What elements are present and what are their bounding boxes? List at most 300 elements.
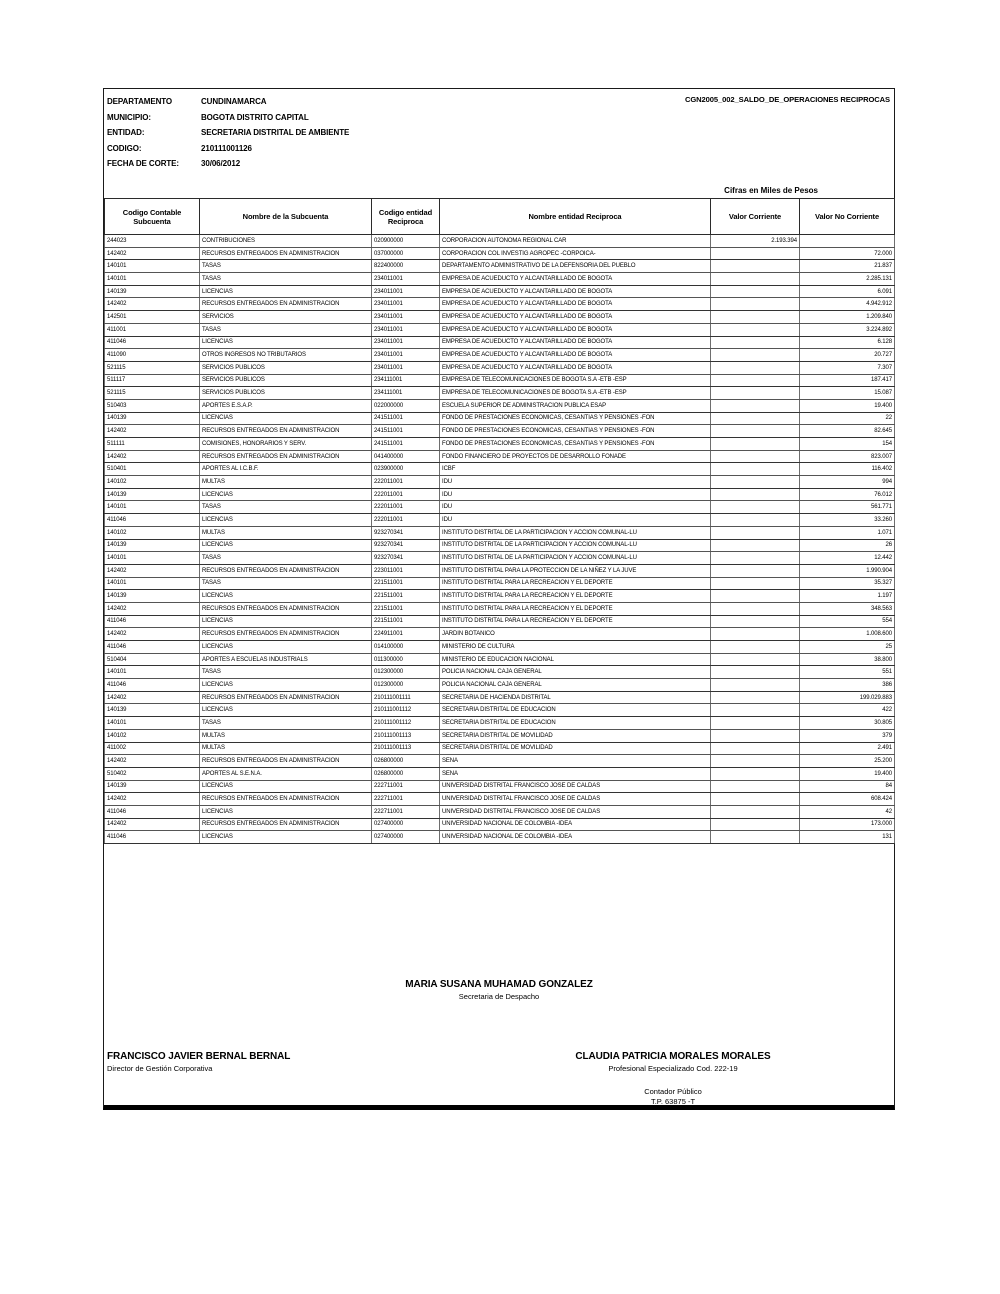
- cell-subcuenta-code: 140139: [105, 704, 200, 717]
- cell-entidad-code: 222711001: [372, 780, 440, 793]
- cell-subcuenta-name: TASAS: [200, 666, 372, 679]
- cell-valor-no-corriente: 19.400: [800, 767, 895, 780]
- cell-valor-corriente: [711, 336, 800, 349]
- cell-entidad-name: DEPARTAMENTO ADMINISTRATIVO DE LA DEFENSORIA DEL PUEBLO: [440, 260, 711, 273]
- cell-entidad-name: UNIVERSIDAD DISTRITAL FRANCISCO JOSE DE CALDAS: [440, 780, 711, 793]
- table-row: [105, 805, 895, 818]
- table-row: [105, 767, 895, 780]
- cell-subcuenta-code: 411001: [105, 323, 200, 336]
- cell-valor-corriente: [711, 387, 800, 400]
- cell-valor-no-corriente: 33.260: [800, 514, 895, 527]
- cell-valor-no-corriente: 20.727: [800, 349, 895, 362]
- cell-valor-corriente: [711, 438, 800, 451]
- table-row: [105, 780, 895, 793]
- cell-subcuenta-name: MULTAS: [200, 742, 372, 755]
- cell-valor-no-corriente: 25.200: [800, 755, 895, 768]
- cell-subcuenta-code: 411046: [105, 831, 200, 844]
- cell-subcuenta-code: 411002: [105, 742, 200, 755]
- meta-label: CODIGO:: [107, 143, 142, 153]
- cell-subcuenta-name: COMISIONES, HONORARIOS Y SERV.: [200, 438, 372, 451]
- cell-subcuenta-name: APORTES AL S.E.N.A.: [200, 767, 372, 780]
- cell-entidad-code: 221511001: [372, 615, 440, 628]
- signature-block-director: [107, 1051, 290, 1073]
- cell-valor-corriente: [711, 755, 800, 768]
- cell-entidad-code: 022000000: [372, 399, 440, 412]
- col-header-entidad-name: Nombre entidad Reciproca: [440, 199, 711, 235]
- cell-entidad-name: EMPRESA DE ACUEDUCTO Y ALCANTARILLADO DE BOGOTA: [440, 323, 711, 336]
- cell-subcuenta-name: LICENCIAS: [200, 641, 372, 654]
- cell-valor-no-corriente: 76.012: [800, 488, 895, 501]
- cell-subcuenta-code: 140101: [105, 273, 200, 286]
- cell-subcuenta-name: RECURSOS ENTREGADOS EN ADMINISTRACION: [200, 755, 372, 768]
- table-row: [105, 577, 895, 590]
- meta-row-fecha-corte: [107, 156, 349, 172]
- contador-title: Contador Público: [644, 1087, 702, 1096]
- cell-subcuenta-name: TASAS: [200, 717, 372, 730]
- signature-name: MARIA SUSANA MUHAMAD GONZALEZ: [405, 979, 593, 990]
- meta-value: 30/06/2012: [201, 159, 241, 169]
- cell-subcuenta-code: 142402: [105, 755, 200, 768]
- cell-valor-corriente: [711, 729, 800, 742]
- cell-valor-no-corriente: 22: [800, 412, 895, 425]
- cell-valor-corriente: [711, 247, 800, 260]
- cell-subcuenta-name: RECURSOS ENTREGADOS EN ADMINISTRACION: [200, 247, 372, 260]
- cell-subcuenta-code: 140101: [105, 577, 200, 590]
- cell-entidad-name: EMPRESA DE ACUEDUCTO Y ALCANTARILLADO DE BOGOTA: [440, 349, 711, 362]
- cell-valor-corriente: [711, 628, 800, 641]
- cell-entidad-name: IDU: [440, 514, 711, 527]
- cell-valor-no-corriente: 3.224.892: [800, 323, 895, 336]
- cell-entidad-name: POLICIA NACIONAL CAJA GENERAL: [440, 679, 711, 692]
- cell-valor-corriente: [711, 323, 800, 336]
- cell-subcuenta-name: LICENCIAS: [200, 412, 372, 425]
- meta-value: 210111001126: [201, 143, 252, 153]
- cell-entidad-code: 222711001: [372, 793, 440, 806]
- col-header-entidad-code: Codigo entidad Reciproca: [372, 199, 440, 235]
- cell-valor-corriente: [711, 691, 800, 704]
- cell-entidad-name: FONDO DE PRESTACIONES ECONOMICAS, CESANTIAS Y PENSIONES -FON: [440, 425, 711, 438]
- cell-subcuenta-name: RECURSOS ENTREGADOS EN ADMINISTRACION: [200, 628, 372, 641]
- reciprocal-operations-table: [104, 198, 895, 844]
- cell-subcuenta-code: 510403: [105, 399, 200, 412]
- cell-subcuenta-code: 140101: [105, 260, 200, 273]
- cell-entidad-name: EMPRESA DE TELECOMUNICACIONES DE BOGOTA S.A -ETB -ESP: [440, 374, 711, 387]
- cell-subcuenta-name: TASAS: [200, 552, 372, 565]
- cell-subcuenta-name: LICENCIAS: [200, 831, 372, 844]
- cell-subcuenta-name: LICENCIAS: [200, 285, 372, 298]
- cell-valor-no-corriente: [800, 235, 895, 248]
- cell-valor-corriente: [711, 311, 800, 324]
- cell-entidad-code: 234011001: [372, 273, 440, 286]
- meta-value: BOGOTA DISTRITO CAPITAL: [201, 112, 309, 122]
- table-row: [105, 425, 895, 438]
- cell-subcuenta-code: 140102: [105, 729, 200, 742]
- cell-entidad-code: 822400000: [372, 260, 440, 273]
- cell-entidad-name: FONDO DE PRESTACIONES ECONOMICAS, CESANTIAS Y PENSIONES -FON: [440, 412, 711, 425]
- cell-valor-no-corriente: 131: [800, 831, 895, 844]
- cell-subcuenta-code: 142402: [105, 628, 200, 641]
- signature-name: FRANCISCO JAVIER BERNAL BERNAL: [107, 1051, 291, 1062]
- cell-entidad-code: 241511001: [372, 425, 440, 438]
- cell-valor-corriente: [711, 412, 800, 425]
- cell-entidad-code: 234011001: [372, 285, 440, 298]
- cell-entidad-code: 210111001112: [372, 704, 440, 717]
- cell-entidad-code: 234011001: [372, 349, 440, 362]
- cell-subcuenta-code: 510402: [105, 767, 200, 780]
- cell-subcuenta-code: 244023: [105, 235, 200, 248]
- cell-entidad-code: 923270341: [372, 526, 440, 539]
- cell-entidad-name: SECRETARIA DE HACIENDA DISTRITAL: [440, 691, 711, 704]
- cell-entidad-code: 923270341: [372, 552, 440, 565]
- meta-label: DEPARTAMENTO: [107, 97, 173, 107]
- cell-entidad-code: 923270341: [372, 539, 440, 552]
- table-row: [105, 412, 895, 425]
- table-row: [105, 501, 895, 514]
- cell-subcuenta-code: 411046: [105, 641, 200, 654]
- cell-valor-corriente: [711, 564, 800, 577]
- cell-entidad-name: POLICIA NACIONAL CAJA GENERAL: [440, 666, 711, 679]
- table-row: [105, 679, 895, 692]
- cell-valor-no-corriente: 561.771: [800, 501, 895, 514]
- meta-label: FECHA DE CORTE:: [107, 159, 179, 169]
- cell-subcuenta-name: LICENCIAS: [200, 590, 372, 603]
- cell-valor-corriente: [711, 742, 800, 755]
- cell-valor-no-corriente: 21.837: [800, 260, 895, 273]
- cell-subcuenta-code: 142402: [105, 818, 200, 831]
- cell-subcuenta-name: TASAS: [200, 260, 372, 273]
- table-row: [105, 717, 895, 730]
- cell-valor-no-corriente: 12.442: [800, 552, 895, 565]
- cell-entidad-code: 234011001: [372, 336, 440, 349]
- cell-subcuenta-code: 510404: [105, 653, 200, 666]
- cell-valor-no-corriente: 2.491: [800, 742, 895, 755]
- cell-entidad-code: 222011001: [372, 514, 440, 527]
- cell-subcuenta-name: LICENCIAS: [200, 615, 372, 628]
- cell-subcuenta-code: 140139: [105, 780, 200, 793]
- cell-entidad-name: UNIVERSIDAD DISTRITAL FRANCISCO JOSE DE CALDAS: [440, 805, 711, 818]
- cell-subcuenta-code: 140101: [105, 666, 200, 679]
- cell-valor-no-corriente: 35.327: [800, 577, 895, 590]
- cell-valor-corriente: [711, 463, 800, 476]
- cell-subcuenta-name: APORTES AL I.C.B.F.: [200, 463, 372, 476]
- cell-valor-corriente: [711, 641, 800, 654]
- cell-entidad-code: 222711001: [372, 805, 440, 818]
- cell-subcuenta-name: SERVICIOS PUBLICOS: [200, 361, 372, 374]
- cell-entidad-name: MINISTERIO DE EDUCACION NACIONAL: [440, 653, 711, 666]
- cell-subcuenta-name: MULTAS: [200, 729, 372, 742]
- cell-valor-no-corriente: 994: [800, 476, 895, 489]
- cell-valor-corriente: [711, 767, 800, 780]
- cell-valor-corriente: [711, 666, 800, 679]
- cell-entidad-name: SECRETARIA DISTRITAL DE EDUCACION: [440, 717, 711, 730]
- cell-valor-corriente: [711, 488, 800, 501]
- cell-entidad-name: MINISTERIO DE CULTURA: [440, 641, 711, 654]
- signature-name: CLAUDIA PATRICIA MORALES MORALES: [575, 1051, 771, 1062]
- table-row: [105, 349, 895, 362]
- cell-entidad-name: ESCUELA SUPERIOR DE ADMINISTRACION PUBLICA ESAP: [440, 399, 711, 412]
- table-row: [105, 235, 895, 248]
- cell-entidad-name: SENA: [440, 767, 711, 780]
- report-container: [103, 88, 895, 1110]
- meta-row-municipio: [107, 110, 349, 126]
- table-row: [105, 704, 895, 717]
- signature-role: Secretaria de Despacho: [458, 992, 540, 1001]
- cell-subcuenta-name: LICENCIAS: [200, 679, 372, 692]
- cell-valor-corriente: [711, 399, 800, 412]
- table-row: [105, 311, 895, 324]
- cell-valor-no-corriente: 199.029.883: [800, 691, 895, 704]
- cell-entidad-code: 223011001: [372, 564, 440, 577]
- cell-subcuenta-code: 411046: [105, 514, 200, 527]
- cell-entidad-name: SECRETARIA DISTRITAL DE MOVILIDAD: [440, 742, 711, 755]
- cell-valor-corriente: [711, 780, 800, 793]
- cell-valor-corriente: [711, 577, 800, 590]
- cell-subcuenta-code: 140101: [105, 717, 200, 730]
- cell-subcuenta-code: 140139: [105, 488, 200, 501]
- cell-subcuenta-code: 142402: [105, 793, 200, 806]
- cell-subcuenta-name: RECURSOS ENTREGADOS EN ADMINISTRACION: [200, 818, 372, 831]
- signature-block-profesional: [473, 1051, 873, 1073]
- table-row: [105, 387, 895, 400]
- cell-subcuenta-code: 411090: [105, 349, 200, 362]
- table-row: [105, 729, 895, 742]
- table-row: [105, 438, 895, 451]
- report-title: CGN2005_002_SALDO_DE_OPERACIONES RECIPROCAS: [684, 95, 890, 104]
- cell-entidad-code: 023900000: [372, 463, 440, 476]
- cell-valor-corriente: [711, 653, 800, 666]
- cell-valor-no-corriente: 26: [800, 539, 895, 552]
- cell-entidad-code: 241511001: [372, 412, 440, 425]
- cell-entidad-code: 222011001: [372, 488, 440, 501]
- cell-subcuenta-code: 142402: [105, 425, 200, 438]
- cell-valor-corriente: [711, 476, 800, 489]
- meta-label: ENTIDAD:: [107, 128, 145, 138]
- meta-value: SECRETARIA DISTRITAL DE AMBIENTE: [201, 128, 350, 138]
- cell-valor-no-corriente: 15.087: [800, 387, 895, 400]
- table-body: [105, 235, 895, 844]
- header-meta: [107, 94, 349, 172]
- cell-entidad-code: 234111001: [372, 374, 440, 387]
- cell-valor-no-corriente: 551: [800, 666, 895, 679]
- cell-entidad-code: 234011001: [372, 361, 440, 374]
- cell-subcuenta-code: 411046: [105, 336, 200, 349]
- cell-valor-no-corriente: 25: [800, 641, 895, 654]
- cell-valor-corriente: [711, 361, 800, 374]
- table-header-row: [105, 199, 895, 235]
- col-header-subcuenta-code: Codigo Contable Subcuenta: [105, 199, 200, 235]
- cell-valor-no-corriente: 1.071: [800, 526, 895, 539]
- cell-subcuenta-name: TASAS: [200, 273, 372, 286]
- cell-subcuenta-code: 411046: [105, 805, 200, 818]
- cell-entidad-name: EMPRESA DE ACUEDUCTO Y ALCANTARILLADO DE BOGOTA: [440, 311, 711, 324]
- meta-label: MUNICIPIO:: [107, 112, 151, 122]
- cell-subcuenta-name: APORTES A ESCUELAS INDUSTRIALS: [200, 653, 372, 666]
- meta-row-codigo: [107, 141, 349, 157]
- cell-valor-no-corriente: 19.400: [800, 399, 895, 412]
- cell-valor-corriente: [711, 717, 800, 730]
- cell-subcuenta-code: 140101: [105, 552, 200, 565]
- table-row: [105, 564, 895, 577]
- table-row: [105, 285, 895, 298]
- cell-valor-no-corriente: 6.128: [800, 336, 895, 349]
- cell-entidad-name: IDU: [440, 488, 711, 501]
- cell-valor-corriente: [711, 615, 800, 628]
- table-row: [105, 514, 895, 527]
- table-row: [105, 488, 895, 501]
- cell-entidad-name: JARDIN BOTANICO: [440, 628, 711, 641]
- cell-valor-corriente: [711, 450, 800, 463]
- cell-valor-no-corriente: 82.645: [800, 425, 895, 438]
- cell-valor-no-corriente: 422: [800, 704, 895, 717]
- cell-entidad-code: 026800000: [372, 755, 440, 768]
- cell-entidad-code: 234111001: [372, 387, 440, 400]
- cell-subcuenta-name: LICENCIAS: [200, 805, 372, 818]
- cell-valor-corriente: [711, 602, 800, 615]
- cell-entidad-name: EMPRESA DE ACUEDUCTO Y ALCANTARILLADO DE BOGOTA: [440, 285, 711, 298]
- cell-subcuenta-name: LICENCIAS: [200, 780, 372, 793]
- cell-entidad-name: INSTITUTO DISTRITAL PARA LA RECREACION Y EL DEPORTE: [440, 577, 711, 590]
- cell-entidad-name: INSTITUTO DISTRITAL DE LA PARTICIPACION Y ACCION COMUNAL-LU: [440, 539, 711, 552]
- table-row: [105, 666, 895, 679]
- cell-valor-no-corriente: 1.990.904: [800, 564, 895, 577]
- cell-entidad-code: 027400000: [372, 831, 440, 844]
- cell-subcuenta-name: RECURSOS ENTREGADOS EN ADMINISTRACION: [200, 298, 372, 311]
- cell-entidad-name: CORPORACION AUTONOMA REGIONAL CAR: [440, 235, 711, 248]
- cell-entidad-code: 012300000: [372, 679, 440, 692]
- cell-entidad-code: 224911001: [372, 628, 440, 641]
- cell-subcuenta-code: 142402: [105, 450, 200, 463]
- cell-subcuenta-name: LICENCIAS: [200, 514, 372, 527]
- table-row: [105, 641, 895, 654]
- cell-entidad-name: SECRETARIA DISTRITAL DE MOVILIDAD: [440, 729, 711, 742]
- cell-entidad-name: SECRETARIA DISTRITAL DE EDUCACION: [440, 704, 711, 717]
- cell-subcuenta-name: RECURSOS ENTREGADOS EN ADMINISTRACION: [200, 602, 372, 615]
- table-row: [105, 298, 895, 311]
- cell-valor-corriente: [711, 349, 800, 362]
- cell-subcuenta-name: TASAS: [200, 577, 372, 590]
- table-row: [105, 463, 895, 476]
- cell-subcuenta-name: SERVICIOS PUBLICOS: [200, 387, 372, 400]
- table-row: [105, 793, 895, 806]
- cell-valor-no-corriente: 823.007: [800, 450, 895, 463]
- cell-entidad-name: EMPRESA DE ACUEDUCTO Y ALCANTARILLADO DE BOGOTA: [440, 298, 711, 311]
- cell-valor-corriente: [711, 285, 800, 298]
- cell-subcuenta-name: OTROS INGRESOS NO TRIBUTARIOS: [200, 349, 372, 362]
- cell-valor-corriente: [711, 818, 800, 831]
- cell-subcuenta-code: 142402: [105, 602, 200, 615]
- cell-entidad-code: 234011001: [372, 323, 440, 336]
- cell-subcuenta-code: 511111: [105, 438, 200, 451]
- cell-subcuenta-name: APORTES E.S.A.P.: [200, 399, 372, 412]
- cell-valor-corriente: 2.193.394: [711, 235, 800, 248]
- col-header-valor-no-corriente: Valor No Corriente: [800, 199, 895, 235]
- cell-entidad-code: 222011001: [372, 476, 440, 489]
- cell-subcuenta-name: MULTAS: [200, 526, 372, 539]
- cell-entidad-code: 222011001: [372, 501, 440, 514]
- table-row: [105, 260, 895, 273]
- cell-entidad-code: 210111001112: [372, 717, 440, 730]
- cell-entidad-code: 014100000: [372, 641, 440, 654]
- cell-valor-corriente: [711, 526, 800, 539]
- cell-valor-corriente: [711, 679, 800, 692]
- cell-valor-no-corriente: 84: [800, 780, 895, 793]
- cell-subcuenta-name: LICENCIAS: [200, 704, 372, 717]
- cell-valor-no-corriente: 173.000: [800, 818, 895, 831]
- cell-valor-no-corriente: 4.942.912: [800, 298, 895, 311]
- signature-role: Profesional Especializado Cod. 222-19: [608, 1064, 738, 1073]
- table-row: [105, 526, 895, 539]
- cell-valor-corriente: [711, 805, 800, 818]
- cell-subcuenta-name: RECURSOS ENTREGADOS EN ADMINISTRACION: [200, 793, 372, 806]
- table-row: [105, 602, 895, 615]
- table-row: [105, 539, 895, 552]
- cell-valor-corriente: [711, 514, 800, 527]
- cell-valor-corriente: [711, 298, 800, 311]
- cell-entidad-name: IDU: [440, 501, 711, 514]
- cell-entidad-name: EMPRESA DE ACUEDUCTO Y ALCANTARILLADO DE BOGOTA: [440, 361, 711, 374]
- cell-entidad-name: FONDO FINANCIERO DE PROYECTOS DE DESARROLLO FONADE: [440, 450, 711, 463]
- cell-valor-no-corriente: 1.209.840: [800, 311, 895, 324]
- cell-valor-corriente: [711, 539, 800, 552]
- table-row: [105, 336, 895, 349]
- cell-entidad-code: 037000000: [372, 247, 440, 260]
- cell-entidad-name: INSTITUTO DISTRITAL PARA LA RECREACION Y EL DEPORTE: [440, 615, 711, 628]
- meta-row-departamento: [107, 94, 349, 110]
- signature-role: Director de Gestión Corporativa: [107, 1064, 213, 1073]
- cell-entidad-code: 210111001113: [372, 729, 440, 742]
- cell-valor-no-corriente: 348.563: [800, 602, 895, 615]
- table-row: [105, 653, 895, 666]
- cell-entidad-name: INSTITUTO DISTRITAL PARA LA PROTECCION DE LA NIÑEZ Y LA JUVE: [440, 564, 711, 577]
- cell-subcuenta-name: CONTRIBUCIONES: [200, 235, 372, 248]
- cell-subcuenta-name: TASAS: [200, 323, 372, 336]
- cell-subcuenta-code: 140101: [105, 501, 200, 514]
- cell-subcuenta-name: RECURSOS ENTREGADOS EN ADMINISTRACION: [200, 425, 372, 438]
- table-row: [105, 273, 895, 286]
- cell-entidad-name: EMPRESA DE ACUEDUCTO Y ALCANTARILLADO DE BOGOTA: [440, 336, 711, 349]
- cell-valor-corriente: [711, 260, 800, 273]
- cell-subcuenta-name: TASAS: [200, 501, 372, 514]
- cell-entidad-name: EMPRESA DE TELECOMUNICACIONES DE BOGOTA S.A -ETB -ESP: [440, 387, 711, 400]
- cell-subcuenta-name: RECURSOS ENTREGADOS EN ADMINISTRACION: [200, 564, 372, 577]
- cell-valor-no-corriente: 42: [800, 805, 895, 818]
- cell-subcuenta-code: 142402: [105, 564, 200, 577]
- cell-entidad-code: 026800000: [372, 767, 440, 780]
- cell-entidad-code: 210111001113: [372, 742, 440, 755]
- meta-value: CUNDINAMARCA: [201, 97, 267, 107]
- cell-entidad-name: IDU: [440, 476, 711, 489]
- cell-entidad-name: UNIVERSIDAD NACIONAL DE COLOMBIA -IDEA: [440, 831, 711, 844]
- cell-entidad-name: ICBF: [440, 463, 711, 476]
- cell-valor-corriente: [711, 552, 800, 565]
- cell-subcuenta-code: 142402: [105, 691, 200, 704]
- cell-subcuenta-code: 140102: [105, 526, 200, 539]
- cell-entidad-name: INSTITUTO DISTRITAL DE LA PARTICIPACION Y ACCION COMUNAL-LU: [440, 552, 711, 565]
- cell-subcuenta-code: 411046: [105, 615, 200, 628]
- cell-subcuenta-code: 142402: [105, 298, 200, 311]
- cell-valor-corriente: [711, 273, 800, 286]
- cell-entidad-code: 020900000: [372, 235, 440, 248]
- cell-valor-corriente: [711, 374, 800, 387]
- cell-entidad-code: 221511001: [372, 577, 440, 590]
- cell-valor-no-corriente: 72.000: [800, 247, 895, 260]
- cell-subcuenta-name: LICENCIAS: [200, 539, 372, 552]
- cell-subcuenta-name: LICENCIAS: [200, 488, 372, 501]
- cell-entidad-code: 041400000: [372, 450, 440, 463]
- cell-entidad-code: 210111001111: [372, 691, 440, 704]
- cell-valor-no-corriente: 386: [800, 679, 895, 692]
- cell-subcuenta-name: RECURSOS ENTREGADOS EN ADMINISTRACION: [200, 450, 372, 463]
